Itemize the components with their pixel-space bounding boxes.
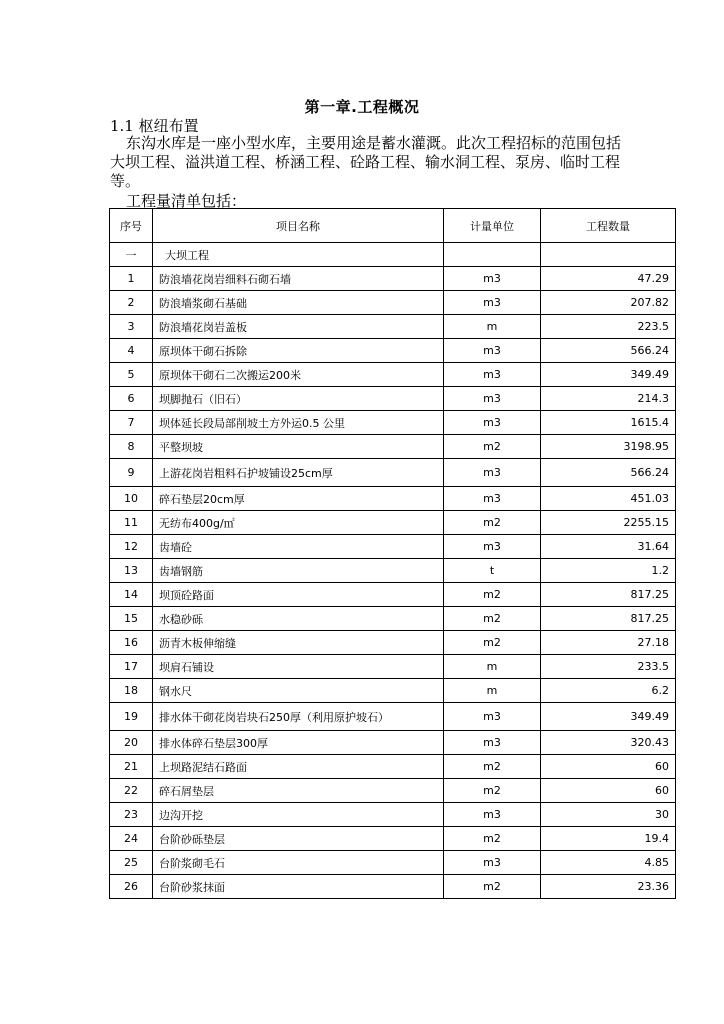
row-item-name: 上坝路泥结石路面 xyxy=(153,755,444,779)
row-item-name: 碎石屑垫层 xyxy=(153,779,444,803)
row-quantity: 451.03 xyxy=(541,487,676,511)
row-item-name: 防浪墙浆砌石基础 xyxy=(153,291,444,315)
row-item-name: 排水体碎石垫层300厚 xyxy=(153,731,444,755)
row-unit: m2 xyxy=(444,631,541,655)
header-unit: 计量单位 xyxy=(444,209,541,243)
row-quantity: 27.18 xyxy=(541,631,676,655)
table-row xyxy=(110,315,676,339)
row-number: 7 xyxy=(110,411,153,435)
row-quantity: 349.49 xyxy=(541,703,676,731)
table-row xyxy=(110,535,676,559)
row-quantity: 60 xyxy=(541,779,676,803)
table-row xyxy=(110,875,676,899)
row-quantity: 1.2 xyxy=(541,559,676,583)
table-row xyxy=(110,487,676,511)
row-number: 23 xyxy=(110,803,153,827)
row-item-name: 排水体干砌花岗岩块石250厚（利用原护坡石） xyxy=(153,703,444,731)
row-item-name: 沥青木板伸缩缝 xyxy=(153,631,444,655)
row-unit: m3 xyxy=(444,487,541,511)
row-unit: m xyxy=(444,315,541,339)
row-item-name: 水稳砂砾 xyxy=(153,607,444,631)
row-number: 12 xyxy=(110,535,153,559)
row-quantity: 207.82 xyxy=(541,291,676,315)
table-row xyxy=(110,387,676,411)
row-number: 13 xyxy=(110,559,153,583)
row-number: 17 xyxy=(110,655,153,679)
row-unit: m2 xyxy=(444,755,541,779)
table-header-row xyxy=(110,209,676,243)
row-item-name: 原坝体干砌石二次搬运200米 xyxy=(153,363,444,387)
table-group-row xyxy=(110,243,676,267)
row-unit: m3 xyxy=(444,411,541,435)
row-item-name: 坝肩石铺设 xyxy=(153,655,444,679)
row-quantity: 1615.4 xyxy=(541,411,676,435)
row-number: 14 xyxy=(110,583,153,607)
row-item-name: 边沟开挖 xyxy=(153,803,444,827)
row-quantity: 320.43 xyxy=(541,731,676,755)
row-item-name: 坝顶砼路面 xyxy=(153,583,444,607)
row-item-name: 台阶砂砾垫层 xyxy=(153,827,444,851)
table-row xyxy=(110,267,676,291)
row-unit: m3 xyxy=(444,267,541,291)
row-quantity: 4.85 xyxy=(541,851,676,875)
row-unit: m2 xyxy=(444,435,541,459)
row-unit: m3 xyxy=(444,703,541,731)
header-qty: 工程数量 xyxy=(541,209,676,243)
table-row xyxy=(110,583,676,607)
row-number: 24 xyxy=(110,827,153,851)
row-unit: m xyxy=(444,679,541,703)
table-row xyxy=(110,703,676,731)
row-unit: m3 xyxy=(444,803,541,827)
row-unit: m3 xyxy=(444,291,541,315)
row-unit: m3 xyxy=(444,339,541,363)
row-quantity: 19.4 xyxy=(541,827,676,851)
row-number: 10 xyxy=(110,487,153,511)
row-number: 15 xyxy=(110,607,153,631)
row-number: 26 xyxy=(110,875,153,899)
row-unit: m3 xyxy=(444,731,541,755)
header-name: 项目名称 xyxy=(153,209,444,243)
chapter-title: 第一章.工程概况 xyxy=(304,98,420,116)
table-row xyxy=(110,679,676,703)
row-number: 6 xyxy=(110,387,153,411)
table-intro: 工程量清单包括： xyxy=(126,192,247,210)
table-row xyxy=(110,655,676,679)
row-unit: m2 xyxy=(444,875,541,899)
row-item-name: 坝脚抛石（旧石） xyxy=(153,387,444,411)
row-item-name: 钢水尺 xyxy=(153,679,444,703)
table-row xyxy=(110,435,676,459)
row-quantity: 23.36 xyxy=(541,875,676,899)
row-number: 21 xyxy=(110,755,153,779)
row-number: 18 xyxy=(110,679,153,703)
row-item-name: 无纺布400g/㎡ xyxy=(153,511,444,535)
table-row xyxy=(110,339,676,363)
section-heading: 1.1 枢纽布置 xyxy=(110,117,199,135)
row-quantity: 817.25 xyxy=(541,583,676,607)
row-number: 5 xyxy=(110,363,153,387)
row-quantity: 214.3 xyxy=(541,387,676,411)
row-unit: m2 xyxy=(444,607,541,631)
bill-of-quantities-table xyxy=(109,208,676,899)
row-item-name: 碎石垫层20cm厚 xyxy=(153,487,444,511)
row-unit: m3 xyxy=(444,459,541,487)
row-number: 19 xyxy=(110,703,153,731)
table-row xyxy=(110,827,676,851)
row-item-name: 台阶浆砌毛石 xyxy=(153,851,444,875)
row-unit: t xyxy=(444,559,541,583)
row-unit: m3 xyxy=(444,851,541,875)
row-number: 20 xyxy=(110,731,153,755)
row-quantity: 2255.15 xyxy=(541,511,676,535)
row-quantity xyxy=(541,243,676,267)
row-quantity: 223.5 xyxy=(541,315,676,339)
row-quantity: 47.29 xyxy=(541,267,676,291)
row-unit: m2 xyxy=(444,827,541,851)
row-item-name: 平整坝坡 xyxy=(153,435,444,459)
header-no: 序号 xyxy=(110,209,153,243)
row-item-name: 坝体延长段局部削坡土方外运0.5 公里 xyxy=(153,411,444,435)
row-quantity: 30 xyxy=(541,803,676,827)
row-quantity: 817.25 xyxy=(541,607,676,631)
table-row xyxy=(110,411,676,435)
row-item-name: 齿墙钢筋 xyxy=(153,559,444,583)
row-quantity: 566.24 xyxy=(541,459,676,487)
intro-paragraph: 东沟水库是一座小型水库，主要用途是蓄水灌溉。此次工程招标的范围包括大坝工程、溢洪道工程、桥涵工程、砼路工程、输水洞工程、泵房、临时工程等。 xyxy=(110,134,622,190)
row-item-name: 防浪墙花岗岩细料石砌石墙 xyxy=(153,267,444,291)
row-item-name: 齿墙砼 xyxy=(153,535,444,559)
table-row xyxy=(110,511,676,535)
row-number: 25 xyxy=(110,851,153,875)
row-number: 2 xyxy=(110,291,153,315)
row-number: 3 xyxy=(110,315,153,339)
row-item-name: 台阶砂浆抹面 xyxy=(153,875,444,899)
row-number: 1 xyxy=(110,267,153,291)
table-row xyxy=(110,607,676,631)
row-unit: m2 xyxy=(444,779,541,803)
table-body xyxy=(110,243,676,899)
table-row xyxy=(110,803,676,827)
row-item-name: 原坝体干砌石拆除 xyxy=(153,339,444,363)
row-item-name: 大坝工程 xyxy=(153,243,444,267)
row-quantity: 31.64 xyxy=(541,535,676,559)
row-unit: m3 xyxy=(444,363,541,387)
row-number: 9 xyxy=(110,459,153,487)
row-number: 22 xyxy=(110,779,153,803)
table-row xyxy=(110,459,676,487)
row-quantity: 233.5 xyxy=(541,655,676,679)
row-quantity: 566.24 xyxy=(541,339,676,363)
row-unit: m2 xyxy=(444,511,541,535)
row-unit: m3 xyxy=(444,387,541,411)
table-row xyxy=(110,779,676,803)
row-quantity: 6.2 xyxy=(541,679,676,703)
row-unit xyxy=(444,243,541,267)
row-number: 4 xyxy=(110,339,153,363)
row-quantity: 3198.95 xyxy=(541,435,676,459)
row-unit: m2 xyxy=(444,583,541,607)
table-row xyxy=(110,731,676,755)
row-quantity: 60 xyxy=(541,755,676,779)
row-quantity: 349.49 xyxy=(541,363,676,387)
table-row xyxy=(110,631,676,655)
row-number: 8 xyxy=(110,435,153,459)
row-item-name: 防浪墙花岗岩盖板 xyxy=(153,315,444,339)
table-row xyxy=(110,755,676,779)
row-unit: m xyxy=(444,655,541,679)
row-number: 一 xyxy=(110,243,153,267)
row-number: 11 xyxy=(110,511,153,535)
table-row xyxy=(110,291,676,315)
row-number: 16 xyxy=(110,631,153,655)
table-row xyxy=(110,559,676,583)
row-item-name: 上游花岗岩粗料石护坡铺设25cm厚 xyxy=(153,459,444,487)
row-unit: m3 xyxy=(444,535,541,559)
table-row xyxy=(110,363,676,387)
table-row xyxy=(110,851,676,875)
